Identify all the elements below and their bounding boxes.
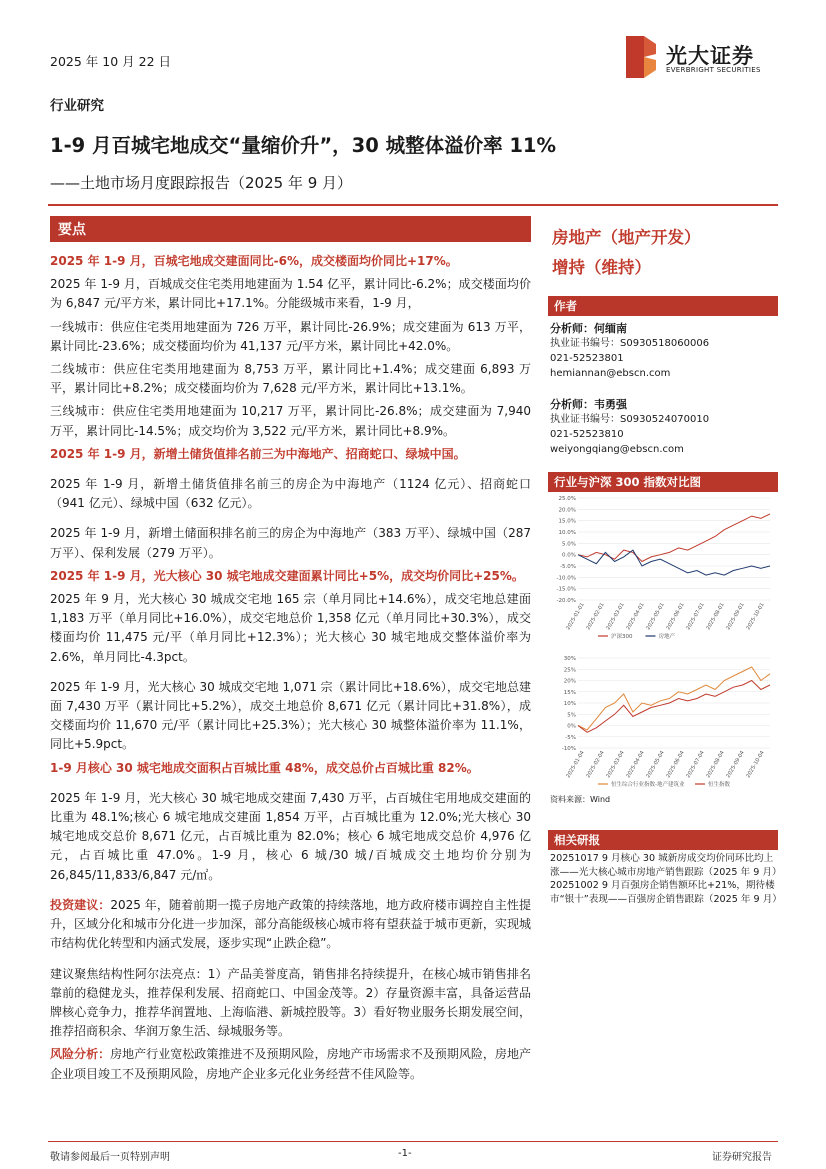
rating-label: 增持（维持） [552, 258, 651, 277]
x-tick-label: 2025-09-04 [725, 750, 746, 780]
x-tick-label: 2025-03-04 [605, 750, 626, 780]
legend-label: 房地产 [658, 634, 676, 640]
paragraph: 2025 年 1-9 月，光大核心 30 城成交宅地 1,071 宗（累计同比+18.6%），成交宅地总建面 7,430 万平（累计同比+5.2%），成交土地总价 8,671 亿元（累计同比+31.8%），成交楼面均价 11,670 元/平（累计同比+25.3%）；光大核心 30 城整体溢价率为 11.1%，同比+5.9pct。 [50, 679, 531, 752]
paragraph: 2025 年 1-9 月，新增土储面积排名前三的房企为中海地产（383 万平）、绿城中国（287 万平）、保利发展（279 万平）。 [50, 526, 531, 560]
everbright-logo-icon [626, 36, 656, 78]
paragraph: 2025 年 1-9 月，百城成交住宅类用地建面为 1.54 亿平，累计同比-6.2%；成交楼面均价为 6,847 元/平方米，累计同比+17.1%。分能级城市来看，1-9 月， [50, 277, 531, 311]
x-tick-label: 2025-01-04 [565, 750, 586, 780]
x-tick-label: 2025-05-01 [645, 602, 666, 632]
x-tick-label: 2025-08-04 [705, 750, 726, 780]
y-tick-label: 0.0% [562, 552, 576, 559]
key-points-heading: 要点 [50, 216, 531, 242]
x-tick-label: 2025-10-04 [745, 750, 766, 780]
x-tick-label: 2025-04-04 [625, 750, 646, 780]
y-tick-label: -10% [561, 746, 576, 752]
footer-divider [48, 1141, 778, 1142]
highlight-3: 2025 年 1-9 月，光大核心 30 城宅地成交建面累计同比+5%，成交均价同比+25%。 [50, 568, 524, 583]
x-tick-label: 2025-05-04 [645, 750, 666, 780]
y-tick-label: 5% [567, 712, 576, 719]
footer-report-type: 证券研究报告 [712, 1152, 772, 1163]
analyst-email[interactable]: hemiannan@ebscn.com [550, 368, 671, 379]
x-tick-label: 2025-02-01 [585, 602, 606, 632]
related-research-heading: 相关研报 [548, 830, 778, 850]
x-tick-label: 2025-07-01 [685, 602, 706, 632]
industry-label: 房地产（地产开发） [552, 228, 701, 247]
legend-label: 恒生指数 [708, 782, 731, 788]
report-date: 2025 年 10 月 22 日 [50, 54, 171, 69]
paragraph: 三线城市：供应住宅类用地建面为 10,217 万平，累计同比-26.8%；成交建面为 7,940 万平，累计同比-14.5%；成交均价为 3,522 元/平方米，累计同比+8.9%。 [50, 404, 531, 438]
analyst-card [550, 321, 709, 381]
related-report-link[interactable]: 20251002 9 月百强房企销售额环比+21%，期待楼市“银十”表现——百强房企销售跟踪（2025 年 9 月） [550, 880, 782, 905]
chart-heading: 行业与沪深 300 指数对比图 [548, 472, 778, 492]
highlight-2: 2025 年 1-9 月，新增土储货值排名前三为中海地产、招商蛇口、绿城中国。 [50, 446, 466, 461]
x-tick-label: 2025-06-01 [665, 602, 686, 632]
x-tick-label: 2025-10-01 [745, 602, 766, 632]
x-tick-label: 2025-06-04 [665, 750, 686, 780]
x-tick-label: 2025-04-01 [625, 602, 646, 632]
x-tick-label: 2025-09-01 [725, 602, 746, 632]
index-comparison-chart-1 [548, 494, 778, 642]
risk-analysis-text: 房地产行业宽松政策推进不及预期风险，房地产市场需求不及预期风险，房地产企业项目竣工不及预期风险，房地产企业多元化业务经营不佳风险等。 [50, 1047, 531, 1081]
y-tick-label: -10.0% [556, 575, 576, 582]
legend-label: 恒生综合行业指数-地产建筑业 [611, 782, 685, 788]
analyst-name: 分析师：何缅南 [550, 322, 627, 335]
analyst-card [550, 397, 709, 457]
y-tick-label: -5.0% [560, 564, 576, 570]
page-number: -1- [398, 1148, 412, 1159]
x-tick-label: 2025-07-04 [685, 750, 706, 780]
investment-advice-label: 投资建议： [50, 897, 111, 912]
y-tick-label: 20.0% [558, 507, 576, 514]
y-tick-label: 25.0% [558, 496, 576, 502]
y-tick-label: -20.0% [556, 598, 576, 604]
investment-advice [50, 896, 531, 954]
x-tick-label: 2025-02-04 [585, 750, 606, 780]
y-tick-label: 15.0% [558, 518, 576, 525]
report-title: 1-9 月百城宅地成交“量缩价升”，30 城整体溢价率 11% [50, 134, 557, 157]
brand-name: 光大证券 [666, 44, 754, 68]
paragraph: 一线城市：供应住宅类用地建面为 726 万平，累计同比-26.9%；成交建面为 613 万平，累计同比-23.6%；成交楼面均价为 41,137 元/平方米，累计同比+42.0%。 [50, 319, 531, 353]
legend-label: 沪深300 [611, 634, 633, 640]
x-tick-label: 2025-03-01 [605, 602, 626, 632]
section-label: 行业研究 [50, 98, 104, 114]
x-tick-label: 2025-08-01 [705, 602, 726, 632]
y-tick-label: 0% [567, 723, 576, 730]
paragraph: 2025 年 9 月，光大核心 30 城成交宅地 165 宗（单月同比+14.6%），成交宅地总建面 1,183 万平（单月同比+16.0%），成交宅地总价 1,358 亿元（单月同比+30.3%），成交楼面均价 11,475 元/平（单月同比+12.3%）；光大核心 30 城宅地成交整体溢价率为 2.6%，单月同比-4.3pct。 [50, 592, 531, 664]
chart-source: 资料来源：Wind [550, 795, 611, 804]
y-tick-label: -5% [565, 734, 576, 741]
y-tick-label: 5.0% [562, 541, 576, 548]
y-tick-label: 10% [563, 701, 576, 707]
index-comparison-chart-2 [548, 654, 778, 790]
related-report-link[interactable]: 20251017 9 月核心 30 城新房成交均价同环比均上涨——光大核心城市房地产销售跟踪（2025 年 9 月） [550, 853, 782, 878]
y-tick-label: 20% [563, 678, 576, 685]
analyst-phone: 021-52523810 [550, 429, 624, 440]
footer-disclaimer[interactable]: 敬请参阅最后一页特别声明 [50, 1152, 170, 1163]
related-research-list [550, 852, 782, 906]
series-line [578, 550, 770, 575]
paragraph: 2025 年 1-9 月，光大核心 30 城宅地成交建面 7,430 万平，占百城住宅用地成交建面的比重为 48.1%;核心 6 城宅地成交建面 1,854 万平，占百城比重为 12.0%;光大核心 30 城宅地成交总价 8,671 亿元，占百城比重为 82.0%；核心 6 城宅地成交总价 4,976 亿元，占百城比重 47.0%。1-9 月，核心 6 城/30 城/百城成交土地均价分别为 26,845/11,833/6,847 元/㎡。 [50, 790, 531, 882]
header-divider [48, 204, 778, 206]
y-tick-label: 15% [563, 689, 576, 696]
risk-analysis [50, 1045, 531, 1083]
analyst-cert: 执业证书编号：S0930524070010 [550, 414, 710, 425]
highlight-1: 2025 年 1-9 月，百城宅地成交建面同比-6%，成交楼面均价同比+17%。 [50, 254, 458, 268]
paragraph: 建议聚焦结构性阿尔法亮点：1）产品美誉度高，销售排名持续提升，在核心城市销售排名靠前的稳健龙头，推荐保利发展、招商蛇口、中国金茂等。2）存量资源丰富，具备运营品牌核心竞争力，推荐华润置地、上海临港、新城控股等。3）看好物业服务长期发展空间，推荐招商积余、华润万象生活、绿城服务等。 [50, 966, 531, 1039]
key-points-body [50, 252, 531, 1088]
y-tick-label: -15.0% [556, 586, 576, 593]
report-subtitle: ——土地市场月度跟踪报告（2025 年 9 月） [50, 174, 353, 192]
y-tick-label: 10.0% [558, 530, 576, 536]
analyst-email[interactable]: weiyongqiang@ebscn.com [550, 444, 684, 455]
paragraph: 二线城市：供应住宅类用地建面为 8,753 万平，累计同比+1.4%；成交建面 6,893 万平，累计同比+8.2%；成交楼面均价为 7,628 元/平方米，累计同比+13.1%。 [50, 362, 531, 396]
brand-name-en: EVERBRIGHT SECURITIES [666, 66, 761, 74]
analyst-name: 分析师：韦勇强 [550, 398, 627, 411]
y-tick-label: 30% [563, 656, 576, 662]
authors-heading: 作者 [548, 296, 778, 316]
y-tick-label: 25% [563, 667, 576, 674]
analyst-phone: 021-52523801 [550, 353, 624, 364]
analyst-cert: 执业证书编号：S0930518060006 [550, 338, 710, 349]
x-tick-label: 2025-01-01 [565, 602, 586, 632]
investment-advice-text: 2025 年，随着前期一揽子房地产政策的持续落地，地方政府楼市调控自主性提升，区域分化和城市分化进一步加深，部分高能级核心城市将有望获益于城市更新，实现城市结构优化转型和内涵式发展，逐步实现“止跌企稳”。 [50, 897, 531, 951]
paragraph: 2025 年 1-9 月，新增土储货值排名前三的房企为中海地产（1124 亿元）、招商蛇口（941 亿元）、绿城中国（632 亿元）。 [50, 477, 531, 511]
highlight-4: 1-9 月核心 30 城宅地成交面积占百城比重 48%，成交总价占百城比重 82%。 [50, 760, 479, 775]
risk-analysis-label: 风险分析： [50, 1047, 111, 1062]
